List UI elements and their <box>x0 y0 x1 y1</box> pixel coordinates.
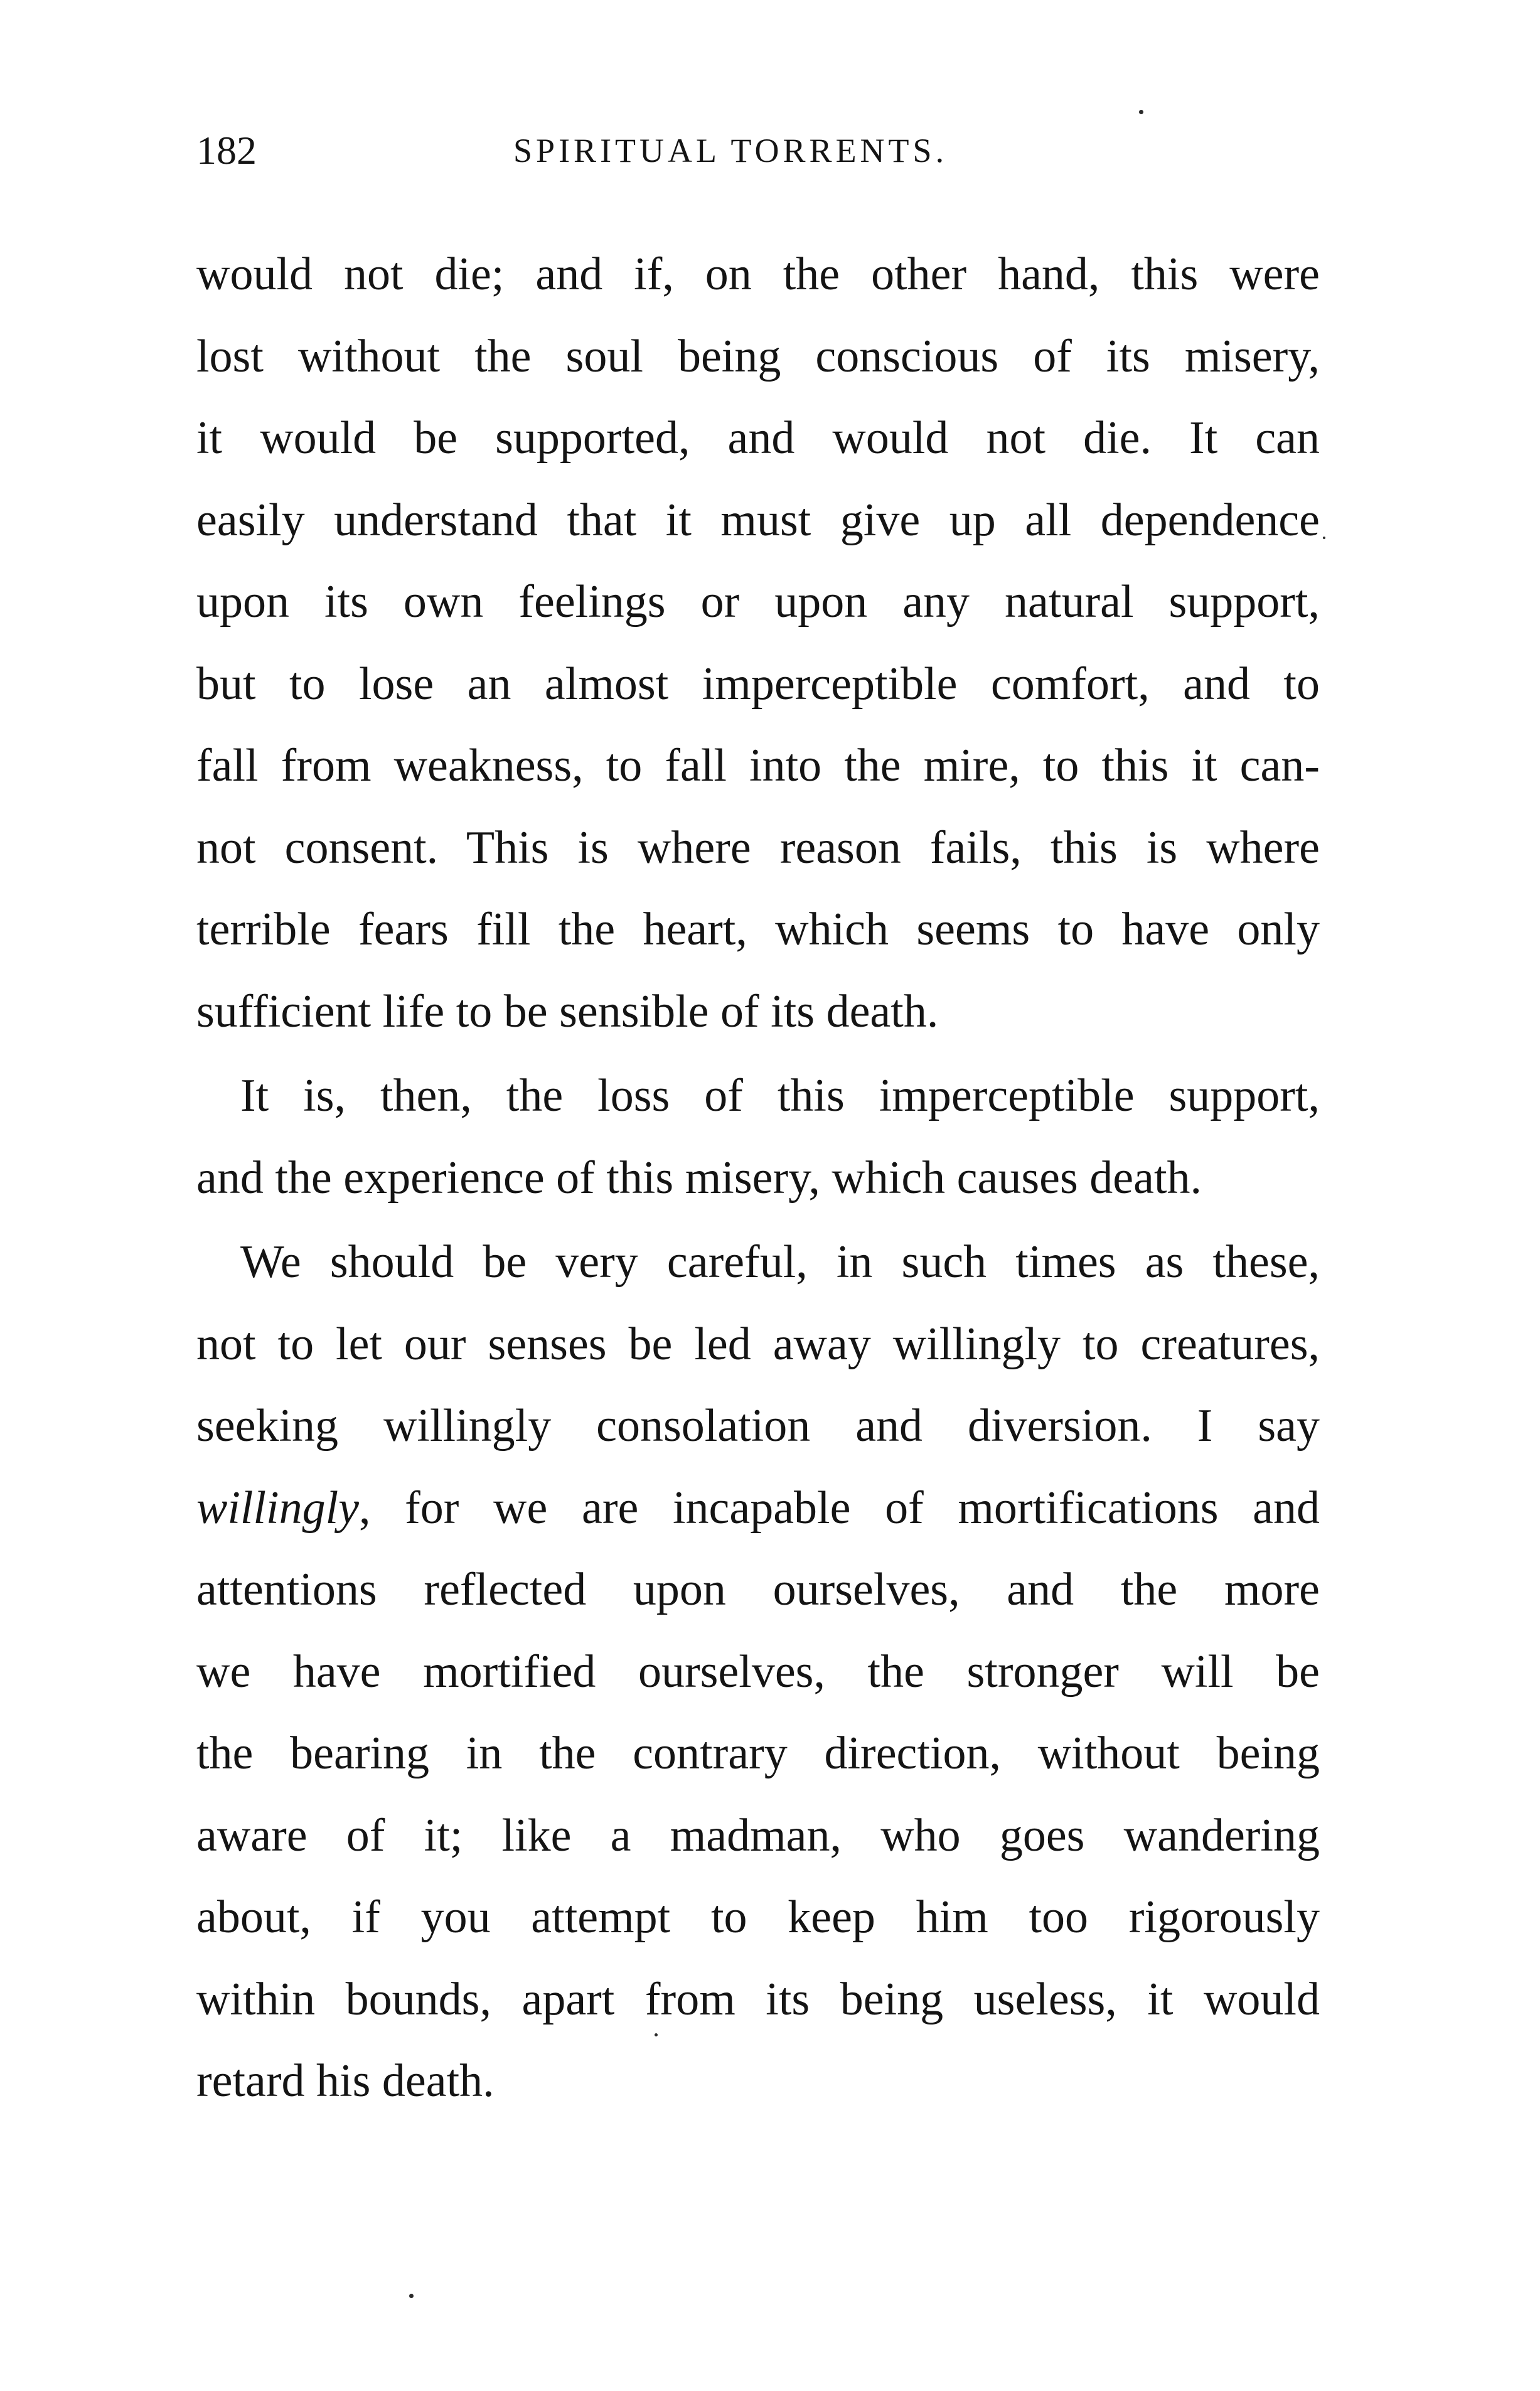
text-line: upon its own feelings or upon any natural support, <box>196 576 1320 628</box>
running-title: SPIRITUAL TORRENTS. <box>513 132 948 169</box>
body-text <box>196 233 1320 2122</box>
text-line: would not die; and if, on the other hand, this were <box>196 249 1320 300</box>
italic-word: willingly <box>196 1482 359 1534</box>
scan-speck <box>1139 110 1143 114</box>
text-line: aware of it; like a madman, who goes wandering <box>196 1809 1320 1861</box>
text-line-rest: , for we are incapable of mortifications and <box>359 1482 1320 1534</box>
text-line: It is, then, the loss of this imperceptible support, <box>240 1070 1320 1121</box>
text-line: it would be supported, and would not die. It can <box>196 412 1320 464</box>
text-line: terrible fears fill the heart, which seems to have only <box>196 904 1320 955</box>
text-line: attentions reflected upon ourselves, and the more <box>196 1564 1320 1615</box>
text-line <box>196 1467 1320 1549</box>
scan-speck <box>409 2294 414 2298</box>
text-line: We should be very careful, in such times as these, <box>240 1236 1320 1288</box>
text-line: not to let our senses be led away willingly to creatures, <box>196 1318 1320 1370</box>
text-line: fall from weakness, to fall into the mire, to this it can- <box>196 740 1320 791</box>
text-line: within bounds, apart from its being useless, it would <box>196 1973 1320 2025</box>
text-line: about, if you attempt to keep him too rigorously <box>196 1891 1320 1943</box>
text-line: lost without the soul being conscious of its misery, <box>196 330 1320 382</box>
text-line: but to lose an almost imperceptible comfort, and to <box>196 658 1320 710</box>
scan-speck <box>1323 537 1325 539</box>
text-line: seeking willingly consolation and diversion. I say <box>196 1400 1320 1452</box>
running-header <box>196 122 1320 179</box>
text-line: and the experience of this misery, which causes death. <box>196 1152 1202 1204</box>
text-line: retard his death. <box>196 2055 495 2107</box>
text-line: easily understand that it must give up all dependence <box>196 494 1320 546</box>
page-number: 182 <box>196 128 257 173</box>
scan-speck <box>655 2033 658 2036</box>
text-line: the bearing in the contrary direction, without being <box>196 1728 1320 1779</box>
text-line: we have mortified ourselves, the stronger will be <box>196 1645 1320 1698</box>
text-line: sufficient life to be sensible of its death. <box>196 985 939 1037</box>
text-line: not consent. This is where reason fails, this is where <box>196 821 1320 874</box>
